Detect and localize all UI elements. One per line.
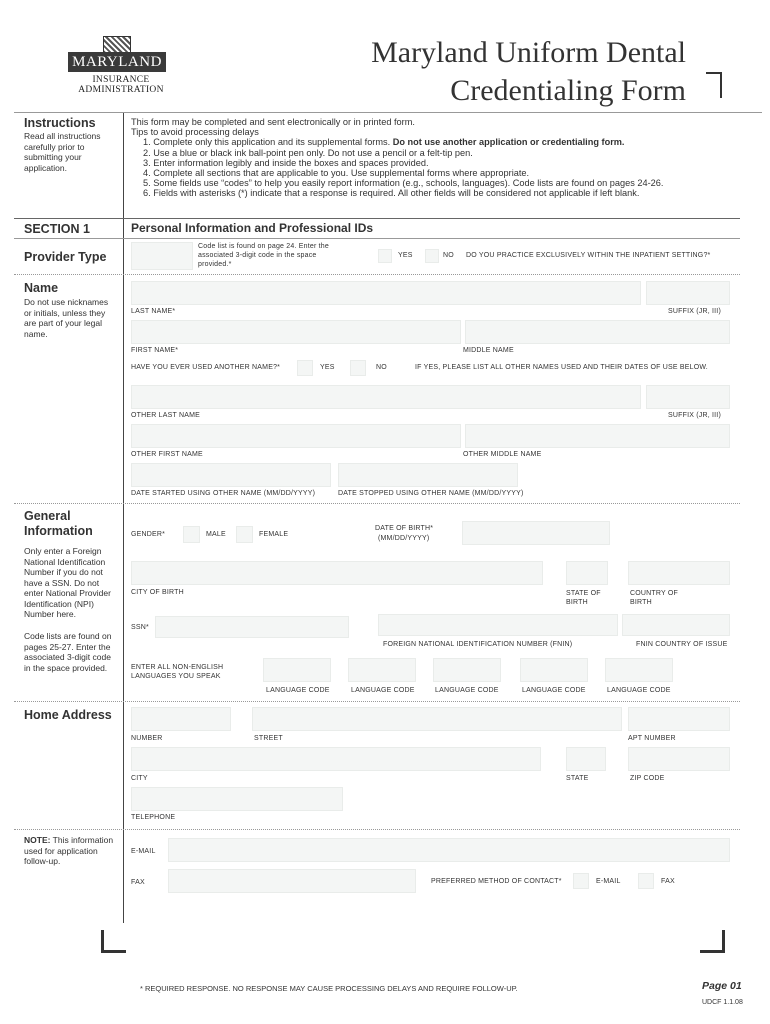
- language-code-label-3: LANGUAGE CODE: [435, 687, 499, 694]
- fax-input[interactable]: [168, 869, 416, 893]
- inpatient-yes-label: YES: [398, 252, 413, 259]
- section-1-label: SECTION 1: [24, 222, 90, 236]
- tip-3: 3. Enter information legibly and inside the boxes and spaces provided.: [143, 157, 429, 168]
- tip-6: 6. Fields with asterisks (*) indicate that a response is required. All other fields will be considered not applicable if left blank.: [143, 188, 640, 199]
- dob-format: (MM/DD/YYYY): [378, 535, 430, 542]
- apt-number-input[interactable]: [628, 707, 730, 731]
- logo-sub-insurance: INSURANCE: [92, 75, 150, 85]
- section-1-divider: [14, 218, 740, 219]
- provider-type-divider: [14, 274, 740, 275]
- language-code-label-5: LANGUAGE CODE: [607, 687, 671, 694]
- note-body: This information used for application follow-up.: [24, 835, 114, 866]
- form-title: [371, 34, 686, 110]
- language-code-label-2: LANGUAGE CODE: [351, 687, 415, 694]
- suffix-input[interactable]: [646, 281, 730, 305]
- instructions-heading: Instructions: [24, 116, 96, 130]
- state-of-birth-label: STATE OF BIRTH: [566, 590, 601, 606]
- fax-label: FAX: [131, 879, 145, 886]
- instructions-line-2: Tips to avoid processing delays: [131, 127, 259, 138]
- date-stopped-input[interactable]: [338, 463, 518, 487]
- tip-1-bold: Do not use another application or credentialing form.: [392, 137, 625, 148]
- male-checkbox[interactable]: [183, 526, 200, 543]
- ssn-label: SSN*: [131, 624, 149, 631]
- other-middle-name-input[interactable]: [465, 424, 730, 448]
- general-divider: [14, 701, 740, 702]
- general-heading-1: General: [24, 509, 71, 523]
- provider-type-heading: Provider Type: [24, 250, 107, 264]
- provider-type-code-input[interactable]: [131, 242, 193, 270]
- form-id: UDCF 1.1.08: [702, 999, 743, 1006]
- last-name-label: LAST NAME*: [131, 308, 176, 315]
- tip-1: [131, 137, 731, 147]
- language-code-input-1[interactable]: [263, 658, 331, 682]
- language-code-label-4: LANGUAGE CODE: [522, 687, 586, 694]
- state-input[interactable]: [566, 747, 606, 771]
- zip-code-input[interactable]: [628, 747, 730, 771]
- language-code-label-1: LANGUAGE CODE: [266, 687, 330, 694]
- preferred-contact-label: PREFERRED METHOD OF CONTACT*: [431, 878, 562, 885]
- section-1-title-rule: [14, 238, 740, 239]
- language-code-input-3[interactable]: [433, 658, 501, 682]
- other-suffix-label: SUFFIX (JR, III): [668, 412, 721, 419]
- inpatient-yes-checkbox[interactable]: [378, 249, 392, 263]
- name-heading: Name: [24, 281, 59, 295]
- other-middle-name-label: OTHER MIDDLE NAME: [463, 451, 542, 458]
- other-last-name-label: OTHER LAST NAME: [131, 412, 200, 419]
- fnin-input[interactable]: [378, 614, 618, 636]
- corner-mark-bottom-left: [101, 930, 126, 953]
- instructions-line-1: This form may be completed and sent electronically or in printed form.: [131, 117, 415, 127]
- country-of-birth-input[interactable]: [628, 561, 730, 585]
- corner-mark-top-right: [706, 72, 722, 98]
- country-of-birth-label: COUNTRY OF BIRTH: [630, 590, 679, 606]
- other-first-name-label: OTHER FIRST NAME: [131, 451, 203, 458]
- email-label: E-MAIL: [131, 848, 156, 855]
- provider-type-code-note: Code list is found on page 24. Enter the associated 3-digit code in the space provided.*: [198, 243, 329, 268]
- date-started-label: DATE STARTED USING OTHER NAME (MM/DD/YYYY): [131, 490, 316, 497]
- female-label: FEMALE: [259, 531, 289, 538]
- corner-mark-bottom-right: [700, 930, 725, 953]
- street-input[interactable]: [252, 707, 622, 731]
- other-last-name-input[interactable]: [131, 385, 641, 409]
- note-text: [24, 835, 116, 867]
- other-name-yes-label: YES: [320, 364, 335, 371]
- language-code-input-5[interactable]: [605, 658, 673, 682]
- fnin-country-input[interactable]: [622, 614, 730, 636]
- language-code-input-2[interactable]: [348, 658, 416, 682]
- city-input[interactable]: [131, 747, 541, 771]
- logo-subtitle: [76, 75, 166, 95]
- city-of-birth-input[interactable]: [131, 561, 543, 585]
- section-1-title: Personal Information and Professional IDs: [131, 221, 374, 235]
- male-label: MALE: [206, 531, 226, 538]
- other-name-question: HAVE YOU EVER USED ANOTHER NAME?*: [131, 364, 281, 371]
- apt-number-label: APT NUMBER: [628, 735, 676, 742]
- title-line-1: Maryland Uniform Dental: [371, 36, 686, 69]
- preferred-fax-label: FAX: [661, 878, 675, 885]
- dob-label: DATE OF BIRTH*: [375, 525, 434, 532]
- tip-2: 2. Use a blue or black ink ball-point pen only. Do not use a pencil or a felt-tip pen.: [143, 147, 473, 158]
- instructions-side-text: Read all instructions carefully prior to submitting your application.: [24, 131, 101, 173]
- language-code-input-4[interactable]: [520, 658, 588, 682]
- street-label: STREET: [254, 735, 283, 742]
- name-divider: [14, 503, 740, 504]
- telephone-label: TELEPHONE: [131, 814, 176, 821]
- inpatient-no-checkbox[interactable]: [425, 249, 439, 263]
- gender-label: GENDER*: [131, 531, 166, 538]
- number-label: NUMBER: [131, 735, 163, 742]
- first-name-input[interactable]: [131, 320, 461, 344]
- state-label: STATE: [566, 775, 589, 782]
- general-side-text-1: Only enter a Foreign National Identification Number if you do not have a SSN. Do not enter National Provider Identification (NPI) Number here.: [24, 546, 111, 619]
- logo-sub-administration: ADMINISTRATION: [78, 85, 164, 95]
- first-name-label: FIRST NAME*: [131, 347, 179, 354]
- number-input[interactable]: [131, 707, 231, 731]
- header-divider: [14, 112, 762, 113]
- other-name-instructions: IF YES, PLEASE LIST ALL OTHER NAMES USED AND THEIR DATES OF USE BELOW.: [415, 364, 708, 371]
- languages-label: ENTER ALL NON-ENGLISH LANGUAGES YOU SPEAK: [131, 664, 224, 680]
- inpatient-no-label: NO: [443, 252, 454, 259]
- other-name-no-label: NO: [376, 364, 387, 371]
- city-of-birth-label: CITY OF BIRTH: [131, 589, 184, 596]
- date-stopped-label: DATE STOPPED USING OTHER NAME (MM/DD/YYYY): [338, 490, 524, 497]
- tip-1-text: 1. Complete only this application and its supplemental forms.: [143, 137, 393, 148]
- preferred-fax-checkbox[interactable]: [638, 873, 654, 889]
- inpatient-question: DO YOU PRACTICE EXCLUSIVELY WITHIN THE INPATIENT SETTING?*: [466, 252, 711, 259]
- home-address-heading: Home Address: [24, 708, 112, 722]
- preferred-email-label: E-MAIL: [596, 878, 621, 885]
- other-name-no-checkbox[interactable]: [350, 360, 366, 376]
- middle-name-label: MIDDLE NAME: [463, 347, 514, 354]
- date-started-input[interactable]: [131, 463, 331, 487]
- state-of-birth-input[interactable]: [566, 561, 608, 585]
- name-side-text: Do not use nicknames or initials, unless they are part of your legal name.: [24, 297, 109, 339]
- other-first-name-input[interactable]: [131, 424, 461, 448]
- tip-5: 5. Some fields use “codes” to help you easily report information (e.g., schools, languages). Code lists are found on pages 24-26.: [143, 178, 664, 189]
- general-heading-2: Information: [24, 524, 93, 538]
- dob-input[interactable]: [462, 521, 610, 545]
- left-column-divider: [123, 113, 124, 923]
- tip-4: 4. Complete all sections that are applicable to you. Use supplemental forms where appropriate.: [143, 168, 530, 179]
- other-suffix-input[interactable]: [646, 385, 730, 409]
- suffix-label: SUFFIX (JR, III): [668, 308, 721, 315]
- fnin-label: FOREIGN NATIONAL IDENTIFICATION NUMBER (FNIN): [383, 641, 573, 648]
- fnin-country-label: FNIN COUNTRY OF ISSUE: [636, 641, 728, 648]
- logo-name: MARYLAND: [68, 52, 166, 72]
- last-name-input[interactable]: [131, 281, 641, 305]
- zip-code-label: ZIP CODE: [630, 775, 665, 782]
- telephone-input[interactable]: [131, 787, 343, 811]
- title-line-2: Credentialing Form: [450, 74, 686, 107]
- general-side-text-2: Code lists are found on pages 25-27. Enter the associated 3-digit code in the space provided.: [24, 631, 112, 673]
- female-checkbox[interactable]: [236, 526, 253, 543]
- middle-name-input[interactable]: [465, 320, 730, 344]
- page-number: Page 01: [702, 980, 742, 992]
- preferred-email-checkbox[interactable]: [573, 873, 589, 889]
- email-input[interactable]: [168, 838, 730, 862]
- home-address-divider: [14, 829, 740, 830]
- required-note: * REQUIRED RESPONSE. NO RESPONSE MAY CAUSE PROCESSING DELAYS AND REQUIRE FOLLOW-UP.: [140, 984, 518, 993]
- city-label: CITY: [131, 775, 148, 782]
- ssn-input[interactable]: [155, 616, 349, 638]
- other-name-yes-checkbox[interactable]: [297, 360, 313, 376]
- instructions-body: [131, 117, 731, 199]
- note-label: NOTE:: [24, 835, 51, 845]
